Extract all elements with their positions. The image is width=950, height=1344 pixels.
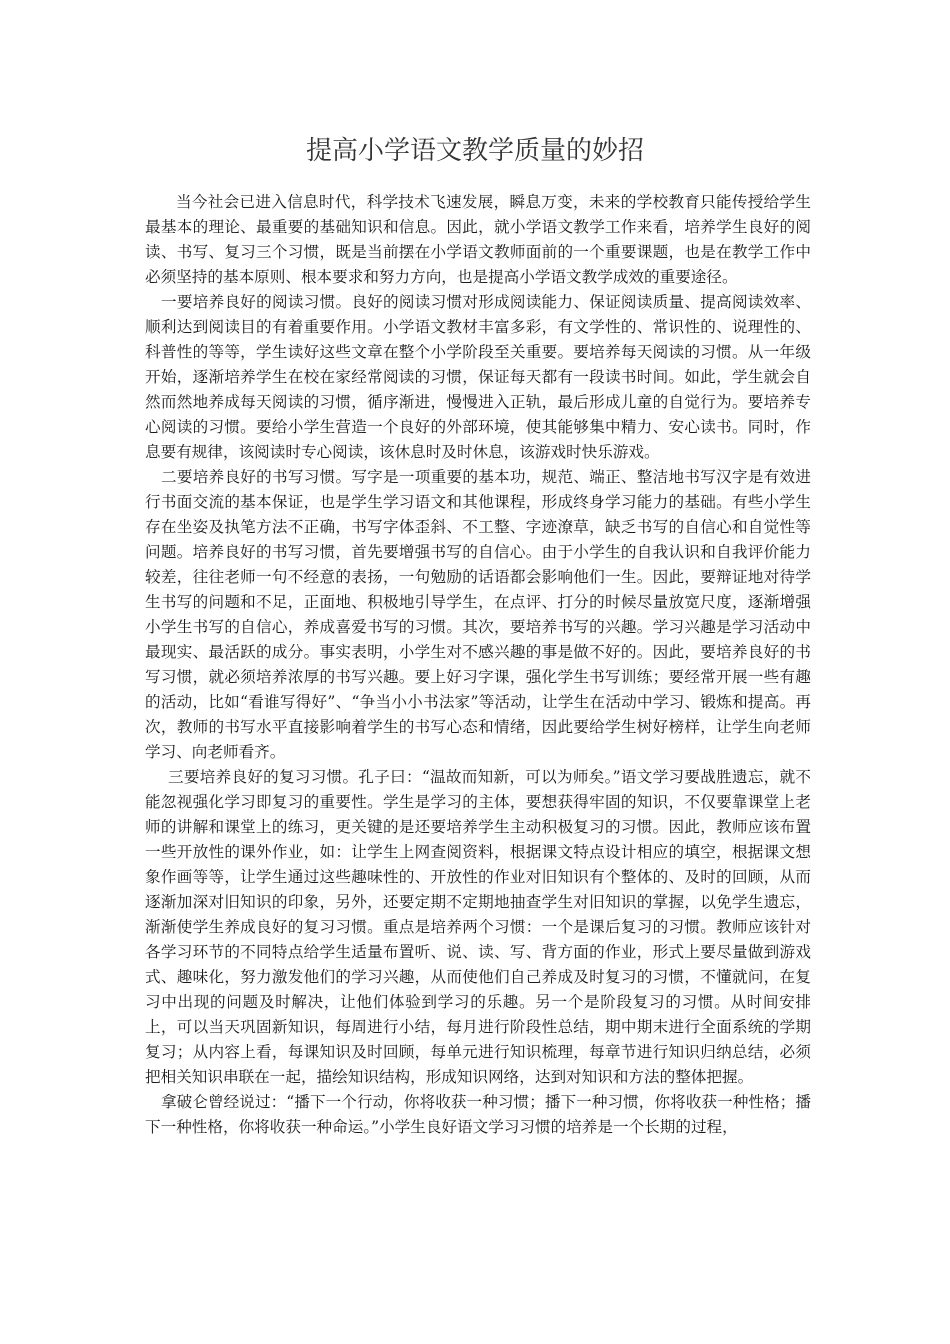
document-title: 提高小学语文教学质量的妙招 [305,136,644,166]
paragraph-intro: 当今社会已进入信息时代，科学技术飞速发展，瞬息万变，未来的学校教育只能传授给学生最基本的理论、最重要的基础知识和信息。因此，就小学语文教学工作来看，培养学生良好的阅读、书写、复习三个习惯，既是当前摆在小学语文教师面前的一个重要课题，也是在教学工作中必须坚持的基本原则、根本要求和努力方向，也是提高小学语文教学成效的重要途径。 [145,193,811,286]
paragraph-writing-habit: 二要培养良好的书写习惯。写字是一项重要的基本功，规范、端正、整洁地书写汉字是有效进行书面交流的基本保证，也是学生学习语文和其他课程，形成终身学习能力的基础。有些小学生存在坐姿及执笔方法不正确，书写字体歪斜、不工整、字迹潦草，缺乏书写的自信心和自觉性等问题。培养良好的书写习惯，首先要增强书写的自信心。由于小学生的自我认识和自我评价能力较差，往往老师一句不经意的表扬，一句勉励的话语都会影响他们一生。因此，要辩证地对待学生书写的问题和不足，正面地、积极地引导学生，在点评、打分的时候尽量放宽尺度，逐渐增强小学生书写的自信心，养成喜爱书写的习惯。其次，要培养书写的兴趣。学习兴趣是学习活动中最现实、最活跃的成分。事实表明，小学生对不感兴趣的事是做不好的。因此，要培养良好的书写习惯，就必须培养浓厚的书写兴趣。要上好习字课，强化学生书写训练；要经常开展一些有趣的活动，比如“看谁写得好”、“争当小小书法家”等活动，让学生在活动中学习、锻炼和提高。再次，教师的书写水平直接影响着学生的书写心态和情绪，因此要给学生树好榜样，让学生向老师学习、向老师看齐。 [145,468,811,761]
paragraph-reading-habit: 一要培养良好的阅读习惯。良好的阅读习惯对形成阅读能力、保证阅读质量、提高阅读效率、顺利达到阅读目的有着重要作用。小学语文教材丰富多彩，有文学性的、常识性的、说理性的、科普性的等等，学生读好这些文章在整个小学阶段至关重要。要培养每天阅读的习惯。从一年级开始，逐渐培养学生在校在家经常阅读的习惯，保证每天都有一段读书时间。如此，学生就会自然而然地养成每天阅读的习惯，循序渐进，慢慢进入正轨，最后形成儿童的自觉行为。要培养专心阅读的习惯。要给小学生营造一个良好的外部环境，使其能够集中精力、安心读书。同时，作息要有规律，该阅读时专心阅读，该休息时及时休息，该游戏时快乐游戏。 [145,293,811,461]
document-body [145,190,811,1140]
paragraph-napoleon-quote: 拿破仑曾经说过：“播下一个行动，你将收获一种习惯；播下一种习惯，你将收获一种性格；播下一种性格，你将收获一种命运。”小学生良好语文学习习惯的培养是一个长期的过程， [145,1093,811,1136]
paragraph-review-habit: 三要培养良好的复习习惯。孔子曰：“温故而知新，可以为师矣。”语文学习要战胜遗忘，就不能忽视强化学习即复习的重要性。学生是学习的主体，要想获得牢固的知识，不仅要靠课堂上老师的讲解和课堂上的练习，更关键的是还要培养学生主动积极复习的习惯。因此，教师应该布置一些开放性的课外作业，如：让学生上网查阅资料，根据课文特点设计相应的填空，根据课文想象作画等等，让学生通过这些趣味性的、开放性的作业对旧知识有个整体的、及时的回顾，从而逐渐加深对旧知识的印象，另外，还要定期不定期地抽查学生对旧知识的掌握，以免学生遗忘，渐渐使学生养成良好的复习习惯。重点是培养两个习惯：一个是课后复习的习惯。教师应该针对各学习环节的不同特点给学生适量布置听、说、读、写、背方面的作业，形式上要尽量做到游戏式、趣味化，努力激发他们的学习兴趣，从而使他们自己养成及时复习的习惯，不懂就问，在复习中出现的问题及时解决，让他们体验到学习的乐趣。另一个是阶段复习的习惯。从时间安排上，可以当天巩固新知识，每周进行小结，每月进行阶段性总结，期中期末进行全面系统的学期复习；从内容上看，每课知识及时回顾，每单元进行知识梳理，每章节进行知识归纳总结，必须把相关知识串联在一起，描绘知识结构，形成知识网络，达到对知识和方法的整体把握。 [145,768,811,1086]
